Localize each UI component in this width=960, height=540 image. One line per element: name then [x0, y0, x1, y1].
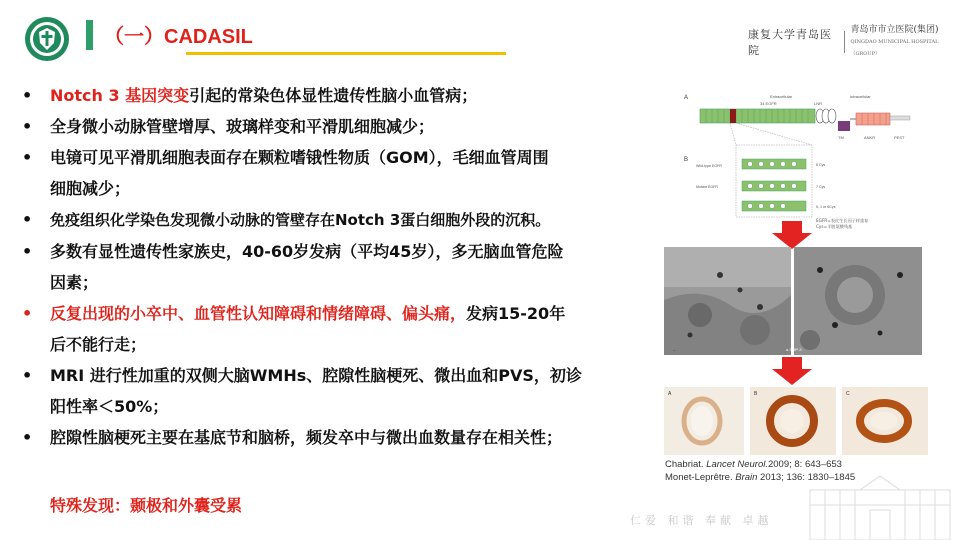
- bullet-text: 电镜可见平滑肌细胞表面存在颗粒嗜锇性物质（GOM），毛细血管周围: [50, 148, 549, 167]
- bullet-red-text: Notch 3 基因突变: [50, 86, 190, 105]
- bullet-text: 发病15-20年: [466, 304, 566, 323]
- bullet-dot: •: [22, 117, 33, 136]
- special-finding: 特殊发现：颞极和外囊受累: [50, 496, 243, 515]
- lnr-domain: [816, 109, 836, 123]
- figure-mutant-label: Mutant EGFR: [696, 185, 718, 189]
- bullet-text: 因素；: [50, 273, 99, 292]
- figure-egfr-note: EGFR=表皮生长因子样重复: [816, 218, 869, 223]
- title-accent-bar: [86, 20, 93, 50]
- svg-text:→: →: [672, 347, 676, 352]
- egfr-mutant-row-1: [742, 181, 806, 191]
- bullet-continuation: [22, 267, 662, 298]
- bullet-dot: •: [22, 242, 33, 261]
- ihc-label-c: C: [846, 391, 850, 397]
- bullet-dot: •: [22, 86, 33, 105]
- figure-label-a: A: [684, 95, 689, 101]
- hospital-group-block: [851, 24, 960, 60]
- citation-2-author: Monet-Leprêtre.: [665, 472, 736, 483]
- bullet-item: [22, 80, 662, 111]
- ihc-label-a: A: [668, 391, 672, 397]
- notch3-figure: [660, 85, 932, 465]
- bullet-dot: •: [22, 428, 33, 447]
- figure-egfr-count-label: 34 EGFR: [760, 101, 777, 106]
- bullet-dot: •: [22, 210, 33, 229]
- figure-intracellular-label: Intracellular: [850, 94, 871, 99]
- bullet-continuation: [22, 391, 662, 422]
- ihc-image-c: [842, 387, 928, 455]
- figure-label-b: B: [684, 157, 689, 163]
- citation-2-journal: Brain: [735, 472, 758, 483]
- figure-cys-note: Cys=半胱氨酸残基: [816, 224, 853, 229]
- ihc-label-b: B: [754, 391, 758, 397]
- egfr-wildtype-row: [742, 159, 806, 169]
- bullet-item: [22, 360, 662, 391]
- bullet-continuation: [22, 329, 662, 360]
- em-image-right: [794, 247, 922, 355]
- bullet-dot: •: [22, 366, 33, 385]
- bullet-dot: •: [22, 304, 33, 323]
- ankyrin-domain: [856, 113, 890, 125]
- hospital-group-english: QINGDAO MUNICIPAL HOSPITAL（GROUP）: [850, 39, 939, 57]
- bullet-text: 阳性率＜50%；: [50, 397, 169, 416]
- bullet-text: 细胞减少；: [50, 179, 131, 198]
- bullet-item: [22, 204, 662, 236]
- hospital-divider: [844, 31, 845, 53]
- bullet-item: [22, 142, 662, 173]
- citation-1-journal: Lancet Neurol.: [706, 459, 768, 470]
- bullet-dot: •: [22, 148, 33, 167]
- egfr-mutant-row-2: [742, 201, 806, 211]
- em-image-left: [664, 247, 791, 355]
- hospital-group-name: 青岛市市立医院(集团): [850, 25, 939, 35]
- bullet-item: [22, 111, 662, 142]
- bullet-text: 后不能行走；: [50, 335, 147, 354]
- figure-5cys-label: 5, 1 or 6Cys: [816, 205, 836, 209]
- hospital-logo: [24, 16, 70, 62]
- citation-2-details: 2013; 136: 1830–1845: [757, 472, 856, 483]
- bullet-text: 免疫组织化学染色发现微小动脉的管壁存在Notch 3蛋白细胞外段的沉积。: [50, 211, 551, 229]
- egfr-repeat-bar: [700, 109, 815, 123]
- figure-extracellular-label: Extracellular: [770, 94, 793, 99]
- red-arrow-down-2: [772, 357, 812, 385]
- bullet-red-text: 反复出现的小卒中、血管性认知障碍和情绪障碍、偏头痛，: [50, 304, 467, 323]
- page-title: （一）CADASIL: [104, 26, 253, 48]
- bullet-continuation: [22, 173, 662, 204]
- bullet-text: 多数有显性遗传性家族史，40-60岁发病（平均45岁），多无脑血管危险: [50, 242, 564, 261]
- bullet-text: 腔隙性脑梗死主要在基底节和脑桥，频发卒中与微出血数量存在相关性；: [50, 428, 563, 447]
- figure-6cys-label: 6 Cys: [816, 163, 826, 167]
- bullet-item: [22, 422, 662, 453]
- hospital-name: 康复大学青岛医院: [748, 28, 832, 57]
- hospital-building-watermark: [800, 470, 960, 540]
- figure-lnr-label: LNR: [814, 101, 823, 106]
- title-underline: [186, 52, 506, 55]
- red-arrow-down-1: [772, 221, 812, 249]
- bullet-text: 全身微小动脉管壁增厚、玻璃样变和平滑肌细胞减少；: [50, 117, 435, 136]
- bullet-item: [22, 236, 662, 267]
- figure-7cys-label: 7 Cys: [816, 185, 826, 189]
- bullet-list: [22, 80, 662, 453]
- citation-1-author: Chabriat.: [665, 459, 707, 470]
- figure-em-stain-label: α-TMP-3: [786, 347, 802, 352]
- bullet-text: 引起的常染色体显性遗传性脑小血管病；: [189, 86, 478, 105]
- figure-wildtype-label: Wild-type EGFR: [696, 164, 722, 168]
- citation-1-details: 2009; 8: 643–653: [767, 459, 842, 470]
- transmembrane-domain: [838, 121, 850, 131]
- motto-watermark: 仁爱 和谐 奉献 卓越: [630, 514, 773, 527]
- bullet-item: [22, 298, 662, 329]
- ihc-image-b: [750, 387, 836, 455]
- hospital-header: [748, 24, 960, 60]
- bullet-text: MRI 进行性加重的双侧大脑WMHs、腔隙性脑梗死、微出血和PVS，初诊: [50, 366, 582, 385]
- figure-tm-label: TM: [838, 135, 844, 140]
- figure-ankr-label: ANKR: [864, 135, 876, 140]
- figure-pest-label: PEST: [894, 135, 905, 140]
- ihc-image-a: [664, 387, 744, 455]
